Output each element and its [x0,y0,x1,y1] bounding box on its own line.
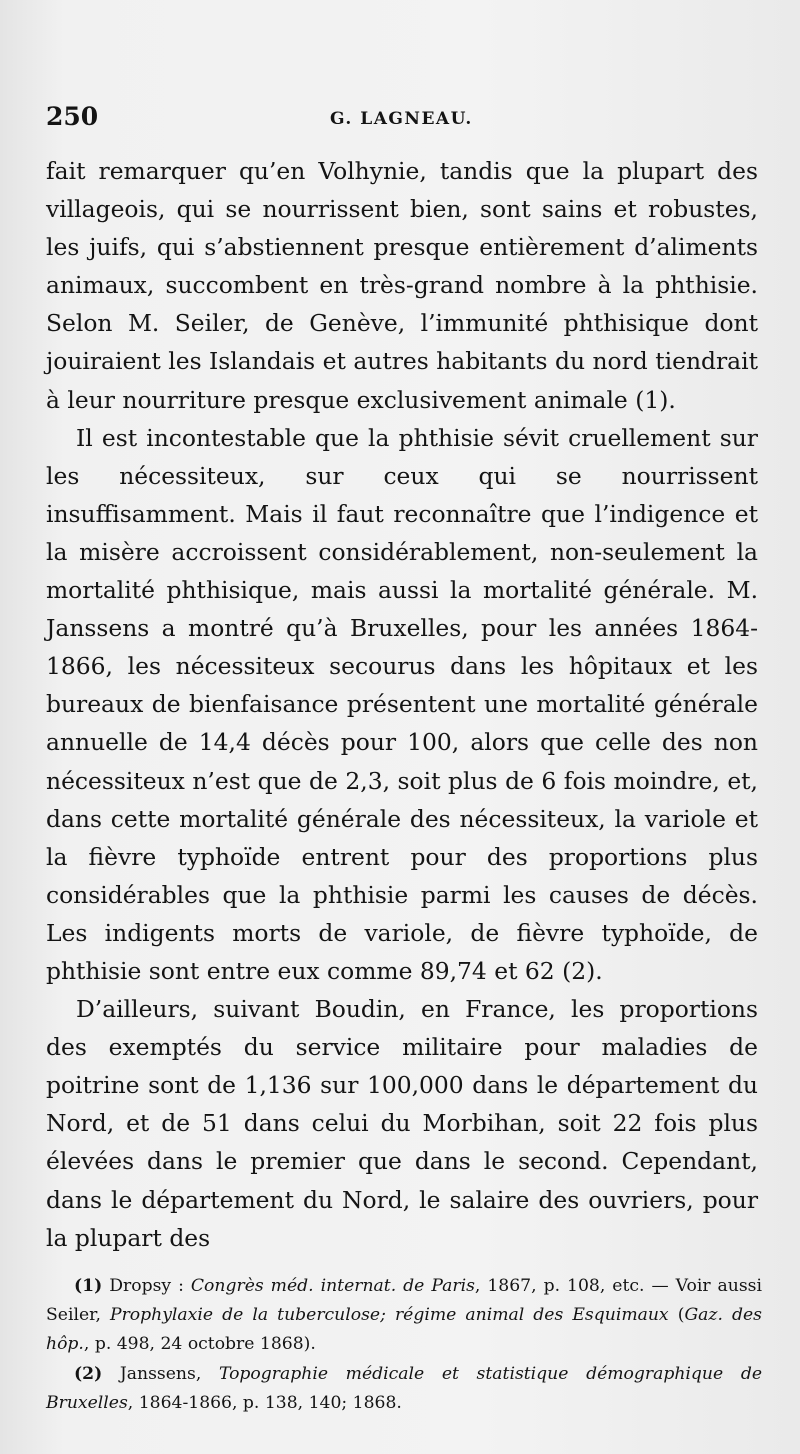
footnotes [46,1272,762,1418]
footnote-1 [46,1272,762,1358]
footnote-2-text-1: , 1864-1866, p. 138, 140; 1868. [127,1393,402,1414]
paragraph-boudin: D’ailleurs, suivant Boudin, en France, les proportions des exemptés du service militaire pour maladies de poitrine sont de 1,136 sur 100,000 dans le département du Nord, et de 51 dans celui du Morbihan, soit 22 fois plus élevées dans le premier que dans le second. Cependant, dans le département du Nord, le salaire des ouvriers, pour la plupart des [46,995,758,1252]
page-number: 250 [46,102,99,131]
paragraph-continued: fait remarquer qu’en Volhynie, tandis que la plupart des villageois, qui se nourrissent bien, sont sains et robustes, les juifs, qui s’abstiennent presque entièrement d’aliments animaux, succombent en très-grand nombre à la phthisie. Selon M. Seiler, de Genève, l’immunité phthisique dont jouiraient les Islandais et autres habitants du nord tiendrait à leur nourriture presque exclusivement animale (1). [46,157,758,414]
footnote-1-title-congres: Congrès méd. internat. de Paris [190,1276,475,1296]
footnote-2-author: Janssens, [119,1364,202,1385]
page-header [46,102,766,136]
paragraph-phthisie-necessiteux: Il est incontestable que la phthisie sévit cruellement sur les nécessiteux, sur ceux qui se nourrissent insuffisamment. Mais il faut reconnaître que l’indigence et la misère accroissent considérablement, non-seulement la mortalité phthisique, mais aussi la mortalité générale. M. Janssens a montré qu’à Bruxelles, pour les années 1864-1866, les nécessiteux secourus dans les hôpitaux et les bureaux de bienfaisance présentent une mortalité générale annuelle de 14,4 décès pour 100, alors que celle des non nécessiteux n’est que de 2,3, soit plus de 6 fois moindre, et, dans cette mortalité générale des nécessiteux, la variole et la fièvre typhoïde entrent pour des proportions plus considérables que la phthisie parmi les causes de décès. Les indigents morts de variole, de fièvre typhoïde, de phthisie sont entre eux comme 89,74 et 62 (2). [46,423,758,985]
footnote-1-author: Dropsy : [109,1276,184,1296]
footnote-1-text-1: , 1867, p. 108, etc. — Voir aussi Seiler, [46,1276,762,1325]
footnote-1-text-2: ( [668,1304,685,1325]
running-head: G. LAGNEAU. [330,109,473,129]
footnote-1-text-3: , p. 498, 24 octobre 1868). [83,1333,316,1354]
footnote-2-title-topographie: Topographie médicale et statistique démographique de Bruxelles [46,1364,763,1414]
footnote-1-mark: (1) [74,1276,103,1296]
footnote-2 [46,1360,762,1418]
body-text [46,152,758,1257]
footnote-2-mark: (2) [74,1364,103,1385]
footnote-1-title-gazette: Gaz. des hôp. [46,1304,763,1354]
footnote-1-title-prophylaxie: Prophylaxie de la tuberculose; régime animal des Esquimaux [110,1304,669,1325]
